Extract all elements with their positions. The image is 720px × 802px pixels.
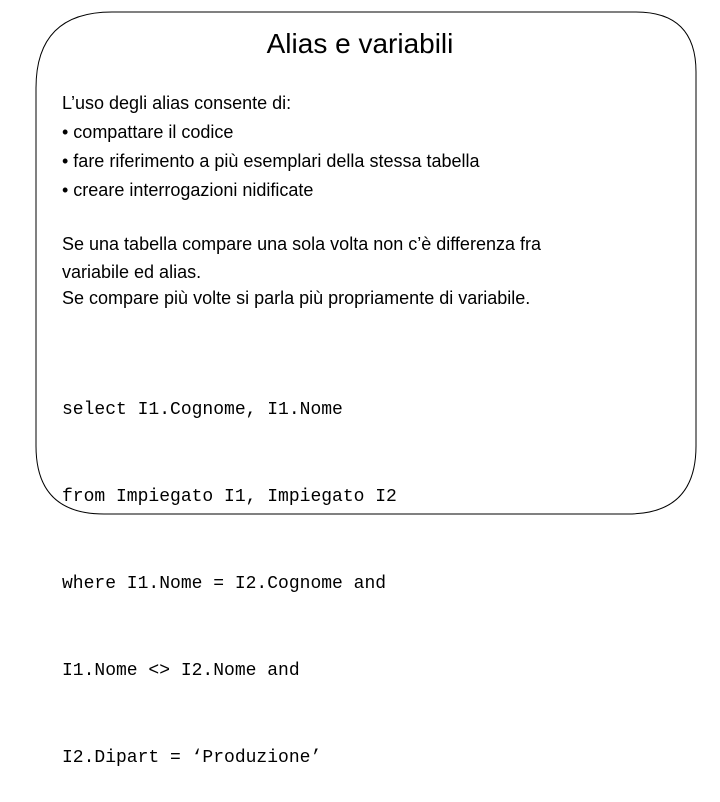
code-line: from Impiegato I1, Impiegato I2: [62, 487, 397, 507]
bullet-item: • fare riferimento a più esemplari della stessa tabella: [62, 151, 480, 171]
intro-lead: L’uso degli alias consente di:: [62, 93, 292, 113]
paragraph-variable: [62, 284, 662, 313]
slide-title: Alias e variabili: [266, 28, 454, 59]
bullet-item: • creare interrogazioni nidificate: [62, 180, 314, 200]
code-line: select I1.Cognome, I1.Nome: [62, 400, 343, 420]
sql-code-block: [62, 338, 397, 802]
paragraph-alias-variable: [62, 230, 662, 286]
code-line: where I1.Nome = I2.Cognome and: [62, 574, 387, 594]
code-line: I2.Dipart = ‘Produzione’: [62, 748, 322, 768]
bullet-item: • compattare il codice: [62, 122, 234, 142]
paragraph-text: Se compare più volte si parla più propriamente di variabile.: [62, 288, 531, 308]
paragraph-text: Se una tabella compare una sola volta non c’è differenza fra variabile ed alias.: [62, 234, 541, 282]
code-line: I1.Nome <> I2.Nome and: [62, 661, 300, 681]
intro-block: [62, 89, 662, 205]
